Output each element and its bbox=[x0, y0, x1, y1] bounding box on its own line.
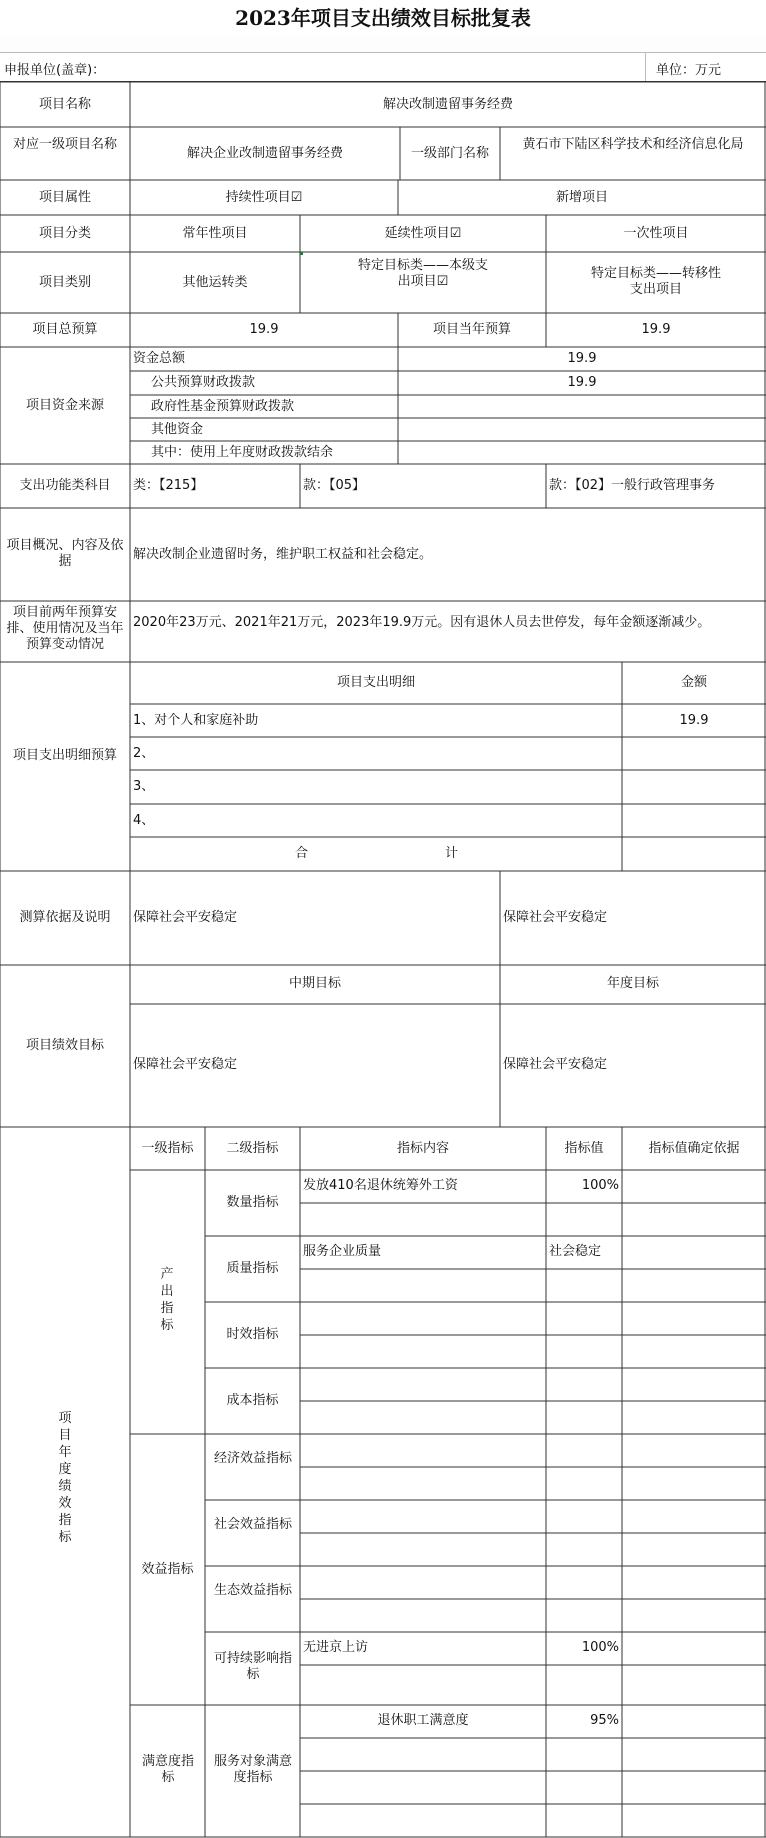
funds-total-label: 资金总额 bbox=[133, 351, 186, 366]
subject-label: 支出功能类科目 bbox=[19, 478, 111, 493]
goals-year-header: 年度目标 bbox=[606, 976, 659, 991]
current-budget-value: 19.9 bbox=[641, 322, 671, 337]
level1-project-value: 解决企业改制遗留事务经费 bbox=[186, 146, 343, 161]
ind-sustain-value: 100% bbox=[581, 1640, 619, 1655]
overview-label: 项目概况、内容及依据 bbox=[6, 538, 124, 569]
detail-total-he: 合 bbox=[295, 846, 309, 861]
ind-header-basis: 指标值确定依据 bbox=[648, 1141, 740, 1156]
ind-header-level2: 二级指标 bbox=[226, 1141, 279, 1156]
attribute-new: 新增项目 bbox=[555, 190, 608, 205]
attribute-continuing: 持续性项目☑ bbox=[225, 190, 303, 205]
goals-mid-value: 保障社会平安稳定 bbox=[133, 1057, 238, 1072]
history-label: 项目前两年预算安排、使用情况及当年预算变动情况 bbox=[6, 605, 124, 652]
project-name-value: 解决改制遗留事务经费 bbox=[382, 97, 513, 112]
detail-total-ji: 计 bbox=[445, 846, 459, 861]
funds-total-value: 19.9 bbox=[567, 351, 597, 366]
total-budget-value: 19.9 bbox=[249, 322, 279, 337]
funds-label: 项目资金来源 bbox=[25, 398, 104, 413]
ind-ecological: 生态效益指标 bbox=[213, 1583, 292, 1598]
goals-mid-header: 中期目标 bbox=[288, 976, 341, 991]
detail-item-3: 3、 bbox=[133, 779, 155, 794]
kind-other: 其他运转类 bbox=[182, 275, 248, 290]
funds-gov-label: 政府性基金预算财政拨款 bbox=[151, 399, 295, 414]
basis-label: 测算依据及说明 bbox=[19, 910, 111, 925]
ind-output: 产出指标 bbox=[160, 1267, 174, 1333]
funds-public-label: 公共预算财政拨款 bbox=[151, 375, 256, 390]
project-name-label: 项目名称 bbox=[38, 97, 91, 112]
ind-sustain: 可持续影响指标 bbox=[213, 1651, 292, 1682]
detail-header-item: 项目支出明细 bbox=[336, 675, 415, 690]
ind-header-content: 指标内容 bbox=[396, 1141, 449, 1156]
kind-specific-transfer: 特定目标类——转移性支出项目 bbox=[590, 266, 721, 297]
subject-kuan: 款：【05】 bbox=[303, 478, 366, 493]
subject-xiang: 款：【02】一般行政管理事务 bbox=[549, 478, 716, 493]
ind-service-satisfaction: 服务对象满意度指标 bbox=[213, 1754, 292, 1785]
detail-item-4: 4、 bbox=[133, 813, 155, 828]
ind-quality-value: 社会稳定 bbox=[549, 1244, 602, 1259]
dept-label: 一级部门名称 bbox=[410, 146, 489, 161]
indicators-label: 项目年度绩效指标 bbox=[58, 1411, 72, 1545]
basis-right: 保障社会平安稳定 bbox=[503, 910, 608, 925]
basis-left: 保障社会平安稳定 bbox=[133, 910, 238, 925]
attribute-label: 项目属性 bbox=[38, 190, 91, 205]
kind-label: 项目类别 bbox=[38, 275, 91, 290]
funds-other-label: 其他资金 bbox=[151, 422, 204, 437]
funds-surplus-label: 其中：使用上年度财政拨款结余 bbox=[151, 445, 334, 460]
ind-satisfaction: 满意度指标 bbox=[141, 1754, 194, 1785]
ind-quantity: 数量指标 bbox=[226, 1195, 279, 1210]
reporting-unit-label: 申报单位(盖章)： bbox=[4, 63, 106, 78]
ind-social: 社会效益指标 bbox=[213, 1517, 292, 1532]
ind-header-value: 指标值 bbox=[564, 1141, 604, 1156]
ind-quality: 质量指标 bbox=[226, 1261, 279, 1276]
goals-year-value: 保障社会平安稳定 bbox=[503, 1057, 608, 1072]
ind-economic: 经济效益指标 bbox=[213, 1451, 292, 1466]
overview-text: 解决改制企业遗留时务，维护职工权益和社会稳定。 bbox=[133, 547, 433, 562]
ind-sustain-content: 无进京上访 bbox=[303, 1640, 369, 1655]
goals-label: 项目绩效目标 bbox=[25, 1038, 104, 1053]
cell-marker bbox=[300, 252, 303, 255]
ind-benefit: 效益指标 bbox=[141, 1562, 194, 1577]
ind-satisfaction-value: 95% bbox=[590, 1713, 619, 1728]
detail-header-amount: 金额 bbox=[680, 675, 707, 690]
ind-satisfaction-content: 退休职工满意度 bbox=[377, 1713, 469, 1728]
detail-item-1: 1、对个人和家庭补助 bbox=[133, 713, 259, 728]
category-extended: 延续性项目☑ bbox=[384, 226, 462, 241]
total-budget-label: 项目总预算 bbox=[32, 322, 98, 337]
ind-header-level1: 一级指标 bbox=[141, 1141, 194, 1156]
current-budget-label: 项目当年预算 bbox=[432, 322, 511, 337]
kind-specific-local: 特定目标类——本级支出项目☑ bbox=[357, 258, 488, 289]
ind-timeliness: 时效指标 bbox=[226, 1327, 279, 1342]
funds-public-value: 19.9 bbox=[567, 375, 597, 390]
ind-quality-content: 服务企业质量 bbox=[303, 1244, 382, 1259]
subject-lei: 类：【215】 bbox=[133, 478, 204, 493]
detail-amount-1: 19.9 bbox=[679, 713, 709, 728]
ind-quantity-content: 发放410名退休统筹外工资 bbox=[303, 1178, 458, 1193]
money-unit-label: 单位：万元 bbox=[656, 63, 722, 78]
page-title: 2023年项目支出绩效目标批复表 bbox=[0, 0, 766, 37]
level1-project-label: 对应一级项目名称 bbox=[12, 137, 117, 152]
category-regular: 常年性项目 bbox=[182, 226, 248, 241]
dept-value: 黄石市下陆区科学技术和经济信息化局 bbox=[522, 137, 744, 152]
ind-quantity-value: 100% bbox=[581, 1178, 619, 1193]
category-label: 项目分类 bbox=[38, 226, 91, 241]
detail-item-2: 2、 bbox=[133, 746, 155, 761]
detail-label: 项目支出明细预算 bbox=[12, 748, 117, 763]
history-text: 2020年23万元、2021年21万元，2023年19.9万元。因有退休人员去世停发，每年金额逐渐减少。 bbox=[133, 615, 711, 630]
category-onetime: 一次性项目 bbox=[623, 226, 689, 241]
ind-cost: 成本指标 bbox=[226, 1393, 279, 1408]
